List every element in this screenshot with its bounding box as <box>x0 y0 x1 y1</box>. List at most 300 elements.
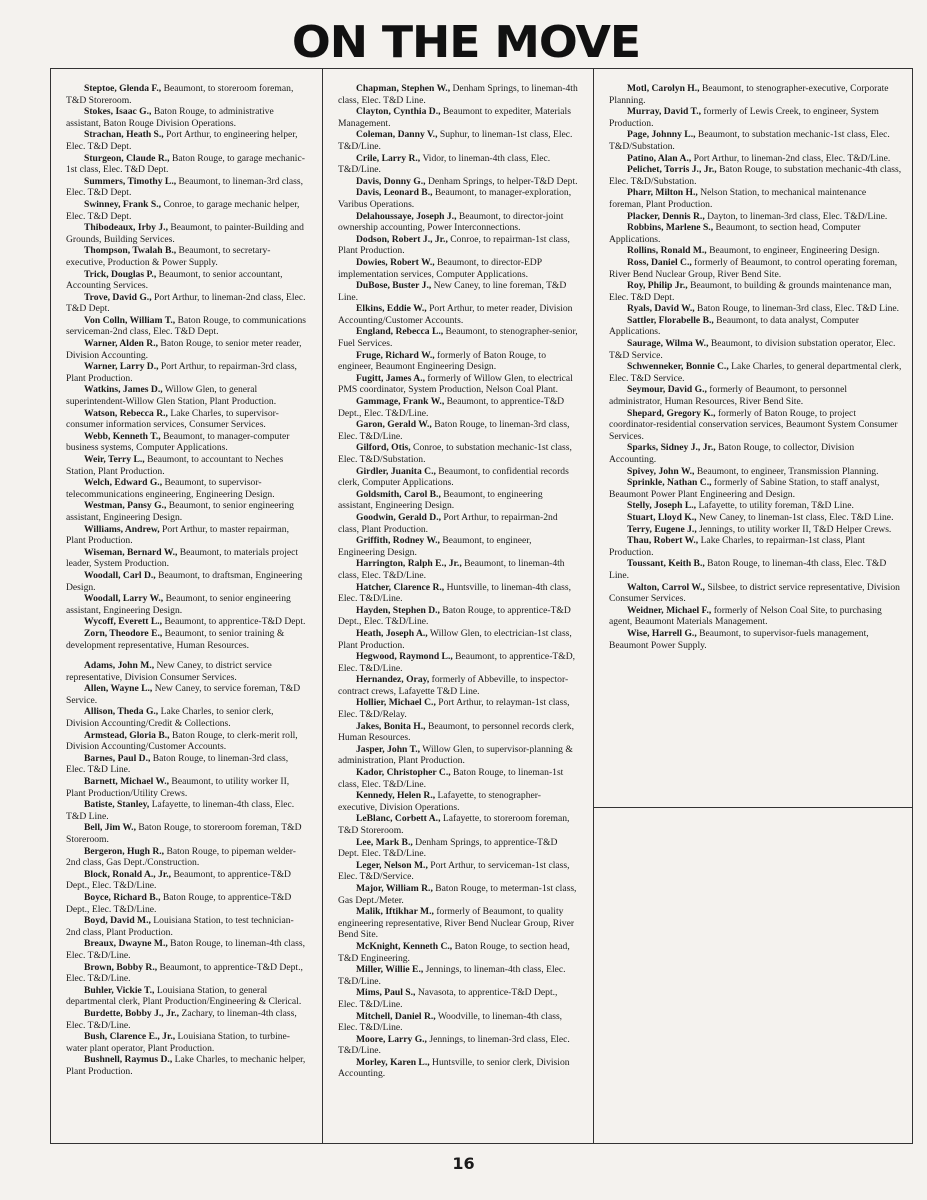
move-details: Lafayette, to storeroom foreman, T&D Storeroom. <box>338 813 570 836</box>
move-details: Port Arthur, to serviceman-1st class, Elec. T&D/Service. <box>338 859 570 883</box>
employee-name: Mitchell, Daniel R., <box>356 1010 436 1022</box>
move-details: Beaumont, to apprentice-T&D Dept., Elec. T&D/Line. <box>66 868 291 892</box>
move-details: Silsbee, to district service representative, Division Consumer Services. <box>609 581 900 605</box>
move-details: Beaumont, to building & grounds maintenance man, Elec. T&D Dept. <box>609 280 892 303</box>
move-details: Willow Glen, to general superintendent-Willow Glen Station, Plant Production. <box>66 384 277 408</box>
personnel-entry <box>66 683 308 706</box>
personnel-entry <box>609 245 902 257</box>
move-details: Beaumont to expediter, Materials Management. <box>338 106 571 129</box>
personnel-entry <box>338 83 579 106</box>
move-details: Baton Rouge, to collector, Division Accounting. <box>609 442 855 465</box>
employee-name: Placker, Dennis R., <box>627 210 705 222</box>
employee-name: Mims, Paul S., <box>356 987 416 999</box>
move-details: Beaumont, to senior accountant, Accounting Services. <box>66 268 283 292</box>
move-details: Dayton, to lineman-3rd class, Elec. T&D/Line. <box>704 210 888 222</box>
personnel-entry <box>66 199 308 222</box>
move-details: formerly of Abbeville, to inspector-contract crews, Lafayette T&D Line. <box>338 674 569 697</box>
employee-name: McKnight, Kenneth C., <box>356 940 453 952</box>
move-details: Lake Charles, to senior clerk, Division Accounting/Credit & Collections. <box>66 706 274 730</box>
personnel-entry <box>609 280 902 303</box>
move-details: Baton Rouge, to garage mechanic-1st class, Elec. T&D Dept. <box>66 152 305 176</box>
employee-name: Barnes, Paul D., <box>84 752 151 764</box>
personnel-entry <box>66 547 308 570</box>
employee-name: Lee, Mark B., <box>356 836 413 848</box>
employee-name: Weidner, Michael F., <box>627 604 712 616</box>
employee-name: Davis, Donny G., <box>356 175 426 187</box>
move-details: formerly of Beaumont, to personnel administrator, Human Resources, River Bend Site. <box>609 384 848 408</box>
personnel-entry <box>609 558 902 581</box>
employee-name: Coleman, Danny V., <box>356 129 438 141</box>
move-details: Beaumont, to supervisor-fuels management, Beaumont Power Supply. <box>609 627 869 651</box>
move-details: New Caney, to lineman-1st class, Elec. T&D Line. <box>696 511 894 523</box>
move-details: Huntsville, to senior clerk, Division Accounting. <box>338 1056 570 1080</box>
move-details: Beaumont, to apprentice-T&D Dept., Elec. T&D/Line. <box>338 396 565 419</box>
employee-name: Westman, Pansy G., <box>84 500 167 512</box>
personnel-entry <box>609 361 902 384</box>
move-details: Beaumont, to senior training & development representative, Human Resources. <box>66 627 285 651</box>
move-details: Baton Rouge, to lineman-3rd class, Elec. T&D Line. <box>66 752 289 776</box>
move-details: Louisiana Station, to turbine-water plant operator, Plant Production. <box>66 1031 290 1054</box>
move-details: Baton Rouge, to storeroom foreman, T&D Storeroom. <box>66 822 302 845</box>
employee-name: Watson, Rebecca R., <box>84 407 168 419</box>
employee-name: Fugitt, James A., <box>356 372 426 384</box>
personnel-entry <box>66 892 308 915</box>
employee-name: Kador, Christopher C., <box>356 767 451 779</box>
employee-name: Warner, Alden R., <box>84 338 159 350</box>
employee-name: Page, Johnny L., <box>627 129 696 141</box>
move-details: Lake Charles, to repairman-1st class, Plant Production. <box>609 535 865 558</box>
move-details: formerly of Baton Rouge, to project coordinator-residential conservation services, Beaumont System Consumer Services. <box>609 407 898 442</box>
employee-name: Swinney, Frank S., <box>84 198 162 210</box>
employee-name: DuBose, Buster J., <box>356 280 432 292</box>
personnel-entry <box>66 176 308 199</box>
move-details: Woodville, to lineman-4th class, Elec. T&D/Line. <box>338 1010 563 1034</box>
employee-name: Webb, Kenneth T., <box>84 430 161 442</box>
move-details: Beaumont, to utility worker II, Plant Production/Utility Crews. <box>66 776 290 799</box>
personnel-entry <box>66 822 308 845</box>
employee-name: Moore, Larry G., <box>356 1033 427 1045</box>
employee-name: Watkins, James D., <box>84 384 163 396</box>
personnel-entry <box>66 869 308 892</box>
move-details: Beaumont, to engineer, Engineering Design. <box>338 535 532 558</box>
page-number: 16 <box>452 1154 475 1173</box>
move-details: Port Arthur, to engineering helper, Elec. T&D Dept. <box>66 129 298 152</box>
employee-name: Saurage, Wilma W., <box>627 338 709 350</box>
personnel-entry <box>338 767 579 790</box>
move-details: Beaumont, to substation mechanic-1st class, Elec. T&D/Substation. <box>609 129 890 152</box>
move-details: Beaumont, to director-joint ownership accounting, Power Interconnections. <box>338 210 564 234</box>
personnel-entry <box>66 153 308 176</box>
personnel-entry <box>66 915 308 938</box>
employee-name: Buhler, Vickie T., <box>84 984 155 996</box>
employee-name: Welch, Edward G., <box>84 477 163 489</box>
employee-name: Rollins, Ronald M., <box>627 245 707 257</box>
move-details: Beaumont, to lineman-4th class, Elec. T&D/Line. <box>338 558 565 581</box>
move-details: Beaumont, to painter-Building and Grounds, Building Services. <box>66 222 304 245</box>
employee-name: Gilford, Otis, <box>356 442 411 454</box>
personnel-entry <box>66 776 308 799</box>
employee-name: Stelly, Joseph L., <box>627 500 697 512</box>
move-details: formerly of Nelson Coal Site, to purchasing agent, Beaumont Materials Management. <box>609 604 882 628</box>
personnel-entry <box>66 338 308 361</box>
employee-name: Trick, Douglas P., <box>84 268 157 280</box>
personnel-entry <box>338 419 579 442</box>
personnel-entry <box>66 616 308 628</box>
move-details: Beaumont, to senior engineering assistant, Engineering Design. <box>66 593 291 616</box>
page-title: ON THE MOVE <box>291 17 641 68</box>
employee-name: Dodson, Robert J., Jr., <box>356 233 448 245</box>
employee-name: Griffith, Rodney W., <box>356 535 440 547</box>
employee-name: Woodall, Carl D., <box>84 569 156 581</box>
move-details: Baton Rouge, to communications serviceman-2nd class, Elec. T&D Dept. <box>66 314 307 338</box>
move-details: Beaumont, to data analyst, Computer Applications. <box>609 314 859 338</box>
employee-name: Zorn, Theodore E., <box>84 627 163 639</box>
move-details: Beaumont, to engineer, Transmission Planning. <box>694 465 879 477</box>
personnel-entry <box>609 582 902 605</box>
personnel-entry <box>66 222 308 245</box>
personnel-entry <box>609 303 902 315</box>
move-details: Vidor, to lineman-4th class, Elec. T&D/Line. <box>338 152 551 176</box>
move-details: Baton Rouge, to apprentice-T&D Dept., Elec. T&D/Line. <box>338 604 571 628</box>
personnel-entry <box>338 837 579 860</box>
move-details: Lafayette, to stenographer-executive, Division Operations. <box>338 790 541 813</box>
column-end-rule <box>594 807 912 808</box>
move-details: Willow Glen, to supervisor-planning & administration, Plant Production. <box>338 743 573 767</box>
move-details: Baton Rouge, to lineman-3rd class, Elec. T&D/Line. <box>338 419 570 442</box>
employee-name: Williams, Andrew, <box>84 523 160 535</box>
move-details: Beaumont, to manager-computer business systems, Computer Applications. <box>66 430 290 454</box>
personnel-entry <box>338 987 579 1010</box>
employee-name: Stuart, Lloyd K., <box>627 511 697 523</box>
employee-name: Batiste, Stanley, <box>84 799 150 811</box>
move-details: Baton Rouge, to lineman-1st class, Elec. T&D/Line. <box>338 767 564 790</box>
personnel-entry <box>338 697 579 720</box>
employee-name: Weir, Terry L., <box>84 454 145 465</box>
personnel-entry <box>338 234 579 257</box>
personnel-entry <box>66 106 308 129</box>
move-details: Port Arthur, to repairman-2nd class, Plant Production. <box>338 511 558 535</box>
personnel-entry <box>609 477 902 500</box>
personnel-entry <box>338 466 579 489</box>
column-1 <box>51 69 322 1143</box>
personnel-entry <box>609 628 902 651</box>
employee-name: Adams, John M., <box>84 660 155 672</box>
personnel-entry <box>66 730 308 753</box>
personnel-entry <box>338 512 579 535</box>
employee-name: Hollier, Michael C., <box>356 697 436 709</box>
personnel-entry <box>66 269 308 292</box>
personnel-entry <box>66 962 308 985</box>
employee-name: Steptoe, Glenda F., <box>84 83 162 94</box>
personnel-entry <box>338 326 579 349</box>
personnel-entry <box>66 454 308 477</box>
personnel-entry <box>66 660 308 683</box>
personnel-entry <box>338 396 579 419</box>
employee-name: Major, William R., <box>356 882 433 894</box>
employee-name: Hegwood, Raymond L., <box>356 651 453 663</box>
employee-name: Ryals, David W., <box>627 303 695 315</box>
personnel-entry <box>338 744 579 767</box>
move-details: Baton Rouge, to lineman-4th class, Elec. T&D Line. <box>609 558 887 581</box>
move-details: Beaumont, to materials project leader, System Production. <box>66 546 299 570</box>
personnel-entry <box>338 790 579 813</box>
employee-name: Murray, David T., <box>627 106 701 118</box>
move-details: Beaumont, to confidential records clerk, Computer Applications. <box>338 465 569 489</box>
personnel-entry <box>66 361 308 384</box>
personnel-entry <box>609 338 902 361</box>
employee-name: Bergeron, Hugh R., <box>84 845 165 857</box>
employee-name: Sturgeon, Claude R., <box>84 152 170 164</box>
personnel-entry <box>66 799 308 822</box>
move-details: Lafayette, to utility foreman, T&D Line. <box>696 500 854 512</box>
move-details: Conroe, to substation mechanic-1st class, Elec. T&D/Substation. <box>338 442 572 465</box>
personnel-entry <box>66 985 308 1008</box>
employee-name: Sattler, Florabelle B., <box>627 314 714 326</box>
move-details: Beaumont, to storeroom foreman, T&D Storeroom. <box>66 83 294 106</box>
employee-name: Shepard, Gregory K., <box>627 407 716 419</box>
employee-name: Chapman, Stephen W., <box>356 83 451 94</box>
employee-name: Motl, Carolyn H., <box>627 83 700 94</box>
move-details: Baton Rouge, to clerk-merit roll, Division Accounting/Customer Accounts. <box>66 729 298 753</box>
employee-name: Burdette, Bobby J., Jr., <box>84 1007 180 1019</box>
personnel-entry <box>609 442 902 465</box>
move-details: Beaumont, to senior engineering assistant, Engineering Design. <box>66 500 294 523</box>
move-details: Baton Rouge, to lineman-4th class, Elec. T&D/Line. <box>66 938 305 961</box>
personnel-entry <box>338 1057 579 1080</box>
personnel-entry <box>609 153 902 165</box>
personnel-entry <box>66 315 308 338</box>
employee-name: Toussant, Keith B., <box>627 558 705 570</box>
employee-name: Pelichet, Torris J., Jr., <box>627 164 717 176</box>
move-details: Beaumont, to personnel records clerk, Human Resources. <box>338 720 574 744</box>
move-details: Beaumont, to apprentice-T&D Dept. <box>162 616 306 628</box>
move-details: Lake Charles, to supervisor-consumer information services, Consumer Services. <box>66 407 279 431</box>
employee-name: Davis, Leonard B., <box>356 187 433 199</box>
employee-name: Sprinkle, Nathan C., <box>627 477 712 489</box>
employee-name: Leger, Nelson M., <box>356 859 428 871</box>
personnel-entry <box>338 129 579 152</box>
employee-name: Breaux, Dwayne M., <box>84 938 168 950</box>
move-details: Port Arthur, to meter reader, Division Accounting/Customer Accounts. <box>338 303 573 326</box>
personnel-entry <box>66 477 308 500</box>
move-details: Beaumont, to lineman-3rd class, Elec. T&D Dept. <box>66 175 303 199</box>
employee-name: Allen, Wayne L., <box>84 683 153 695</box>
employee-name: Seymour, David G., <box>627 384 707 396</box>
personnel-entry <box>609 83 902 106</box>
personnel-entry <box>338 964 579 987</box>
personnel-entry <box>338 582 579 605</box>
personnel-entry <box>66 846 308 869</box>
personnel-entry <box>66 500 308 523</box>
employee-name: Wise, Harrell G., <box>627 627 697 639</box>
employee-name: Robbins, Marlene S., <box>627 222 714 234</box>
employee-name: England, Rebecca L., <box>356 326 444 338</box>
move-details: Beaumont, to division substation operator, Elec. T&D Service. <box>609 338 896 361</box>
move-details: Beaumont, to apprentice-T&D Dept., Elec. T&D/Line. <box>66 961 303 985</box>
move-details: Port Arthur, to master repairman, Plant Production. <box>66 523 289 547</box>
move-details: Baton Rouge, to substation mechanic-4th class, Elec. T&D/Substation. <box>609 164 902 187</box>
column-2 <box>322 69 593 1143</box>
move-details: Beaumont, to engineer, Engineering Design. <box>706 245 880 257</box>
employee-name: Barnett, Michael W., <box>84 776 170 788</box>
personnel-entry <box>609 106 902 129</box>
personnel-entry <box>338 211 579 234</box>
employee-name: Allison, Theda G., <box>84 706 159 718</box>
personnel-entry <box>66 706 308 729</box>
move-details: formerly of Sabine Station, to staff analyst, Beaumont Power Plant Engineering and Design. <box>609 477 880 500</box>
move-details: Navasota, to apprentice-T&D Dept., Elec. T&D/Line. <box>338 987 558 1010</box>
personnel-entry <box>338 489 579 512</box>
personnel-entry <box>609 211 902 223</box>
personnel-entry <box>338 558 579 581</box>
move-details: Beaumont, to secretary-executive, Production & Power Supply. <box>66 245 271 268</box>
move-details: Conroe, to garage mechanic helper, Elec. T&D Dept. <box>66 198 300 222</box>
employee-name: Bushnell, Raymus D., <box>84 1054 173 1066</box>
move-details: Port Arthur, to lineman-2nd class, Elec. T&D Dept. <box>66 291 306 315</box>
personnel-entry <box>66 129 308 152</box>
move-details: Beaumont, to manager-exploration, Varibus Operations. <box>338 187 572 210</box>
move-details: formerly of Baton Rouge, to engineer, Beaumont Engineering Design. <box>338 349 546 373</box>
employee-name: Hatcher, Clarence R., <box>356 581 445 593</box>
personnel-entry <box>609 257 902 280</box>
move-details: Baton Rouge, to lineman-3rd class, Elec. T&D Line. <box>694 303 900 315</box>
move-details: Willow Glen, to electrician-1st class, Plant Production. <box>338 627 572 651</box>
personnel-entry <box>66 245 308 268</box>
personnel-entry <box>66 1031 308 1054</box>
employee-name: Armstead, Gloria B., <box>84 729 170 741</box>
employee-name: Wycoff, Everett L., <box>84 616 163 628</box>
employee-name: Bush, Clarence E., Jr., <box>84 1031 176 1043</box>
employee-name: Warner, Larry D., <box>84 361 159 373</box>
move-details: Beaumont, to stenographer-executive, Corporate Planning. <box>609 83 889 106</box>
personnel-entry <box>338 187 579 210</box>
employee-name: Stokes, Isaac G., <box>84 106 152 118</box>
employee-name: Boyd, David M., <box>84 915 151 927</box>
personnel-entry <box>609 500 902 512</box>
employee-name: Goldsmith, Carol B., <box>356 488 441 500</box>
personnel-entry <box>609 535 902 558</box>
employee-name: Dowies, Robert W., <box>356 256 435 268</box>
move-details: Baton Rouge, to senior meter reader, Division Accounting. <box>66 338 302 361</box>
move-details: Denham Springs, to apprentice-T&D Dept. Elec. T&D/Line. <box>338 836 558 860</box>
employee-name: Walton, Carrol W., <box>627 581 705 593</box>
move-details: Louisiana Station, to general departmental clerk, Plant Production/Engineering & Clerical. <box>66 984 302 1008</box>
employee-name: Hernandez, Oray, <box>356 674 430 686</box>
personnel-entry <box>338 651 579 674</box>
move-details: Beaumont, to supervisor-telecommunications engineering, Engineering Design. <box>66 477 275 500</box>
employee-name: Fruge, Richard W., <box>356 349 435 361</box>
personnel-entry <box>338 860 579 883</box>
employee-name: Gammage, Frank W., <box>356 396 445 408</box>
employee-name: Goodwin, Gerald D., <box>356 511 442 523</box>
move-details: Port Arthur, to relayman-1st class, Elec. T&D/Relay. <box>338 697 570 721</box>
move-details: Jennings, to lineman-3rd class, Elec. T&D/Line. <box>338 1033 570 1057</box>
article-frame <box>50 68 913 1144</box>
move-details: Conroe, to repairman-1st class, Plant Production. <box>338 233 570 257</box>
personnel-entry <box>66 1054 308 1077</box>
personnel-entry <box>338 176 579 188</box>
personnel-entry <box>338 628 579 651</box>
personnel-entry <box>338 303 579 326</box>
personnel-entry <box>338 883 579 906</box>
move-details: formerly of Lewis Creek, to engineer, System Production. <box>609 106 879 129</box>
employee-name: Harrington, Ralph E., Jr., <box>356 558 462 570</box>
employee-name: Thibodeaux, Irby J., <box>84 222 168 234</box>
employee-name: Delahoussaye, Joseph J., <box>356 210 457 222</box>
section-gap <box>66 651 308 660</box>
personnel-entry <box>66 938 308 961</box>
employee-name: LeBlanc, Corbett A., <box>356 813 441 825</box>
personnel-entry <box>66 753 308 776</box>
employee-name: Kennedy, Helen R., <box>356 790 436 802</box>
employee-name: Miller, Willie E., <box>356 964 424 976</box>
move-details: Port Arthur, to lineman-2nd class, Elec. T&D/Line. <box>691 152 891 164</box>
employee-name: Patino, Alan A., <box>627 152 692 164</box>
personnel-entry <box>609 605 902 628</box>
employee-name: Roy, Philip Jr., <box>627 280 688 292</box>
personnel-entry <box>609 222 902 245</box>
employee-name: Wiseman, Bernard W., <box>84 546 178 558</box>
personnel-entry <box>338 350 579 373</box>
employee-name: Schwenneker, Bonnie C., <box>627 361 729 373</box>
move-details: Beaumont, to engineering assistant, Engineering Design. <box>338 488 543 512</box>
move-details: Port Arthur, to repairman-3rd class, Plant Production. <box>66 361 297 384</box>
move-details: New Caney, to line foreman, T&D Line. <box>338 280 567 303</box>
employee-name: Von Colln, William T., <box>84 314 176 326</box>
personnel-entry <box>338 153 579 176</box>
personnel-entry <box>66 1008 308 1031</box>
move-details: formerly of Beaumont, to quality engineering representative, River Bend Nuclear Group, River Bend Site. <box>338 906 575 941</box>
personnel-entry <box>338 941 579 964</box>
move-details: New Caney, to service foreman, T&D Service. <box>66 683 301 706</box>
employee-name: Trove, David G., <box>84 291 152 303</box>
move-details: New Caney, to district service representative, Division Consumer Services. <box>66 660 272 683</box>
personnel-entry <box>338 721 579 744</box>
employee-name: Crile, Larry R., <box>356 152 421 164</box>
employee-name: Heath, Joseph A., <box>356 627 428 639</box>
personnel-entry <box>66 570 308 593</box>
personnel-entry <box>609 466 902 478</box>
employee-name: Pharr, Milton H., <box>627 187 698 199</box>
move-details: Denham Springs, to lineman-4th class, Elec. T&D Line. <box>338 83 578 106</box>
move-details: Beaumont, to section head, Computer Applications. <box>609 222 861 245</box>
move-details: Lake Charles, to mechanic helper, Plant Production. <box>66 1054 306 1077</box>
move-details: Jennings, to lineman-4th class, Elec. T&D/Line. <box>338 964 566 987</box>
column-3 <box>593 69 912 1143</box>
personnel-entry <box>609 315 902 338</box>
personnel-entry <box>338 106 579 129</box>
move-details: Jennings, to utility worker II, T&D Helper Crews. <box>696 523 892 535</box>
employee-name: Bell, Jim W., <box>84 822 136 834</box>
employee-name: Woodall, Larry W., <box>84 593 164 605</box>
employee-name: Morley, Karen L., <box>356 1056 430 1068</box>
move-details: Baton Rouge, to meterman-1st class, Gas Dept./Meter. <box>338 882 577 906</box>
move-details: Zachary, to lineman-4th class, Elec. T&D/Line. <box>66 1007 297 1031</box>
personnel-entry <box>338 906 579 941</box>
employee-name: Jasper, John T., <box>356 743 421 755</box>
move-details: Suphur, to lineman-1st class, Elec. T&D/Line. <box>338 129 573 152</box>
employee-name: Clayton, Cynthia D., <box>356 106 441 118</box>
personnel-entry <box>338 1011 579 1034</box>
move-details: Nelson Station, to mechanical maintenance foreman, Plant Production. <box>609 187 867 210</box>
employee-name: Block, Ronald A., Jr., <box>84 868 172 880</box>
personnel-entry <box>338 605 579 628</box>
employee-name: Thau, Robert W., <box>627 535 699 547</box>
employee-name: Brown, Bobby R., <box>84 961 158 973</box>
employee-name: Malik, Iftikhar M., <box>356 906 434 918</box>
employee-name: Jakes, Bonita H., <box>356 720 426 732</box>
move-details: Huntsville, to lineman-4th class, Elec. T&D/Line. <box>338 581 572 605</box>
